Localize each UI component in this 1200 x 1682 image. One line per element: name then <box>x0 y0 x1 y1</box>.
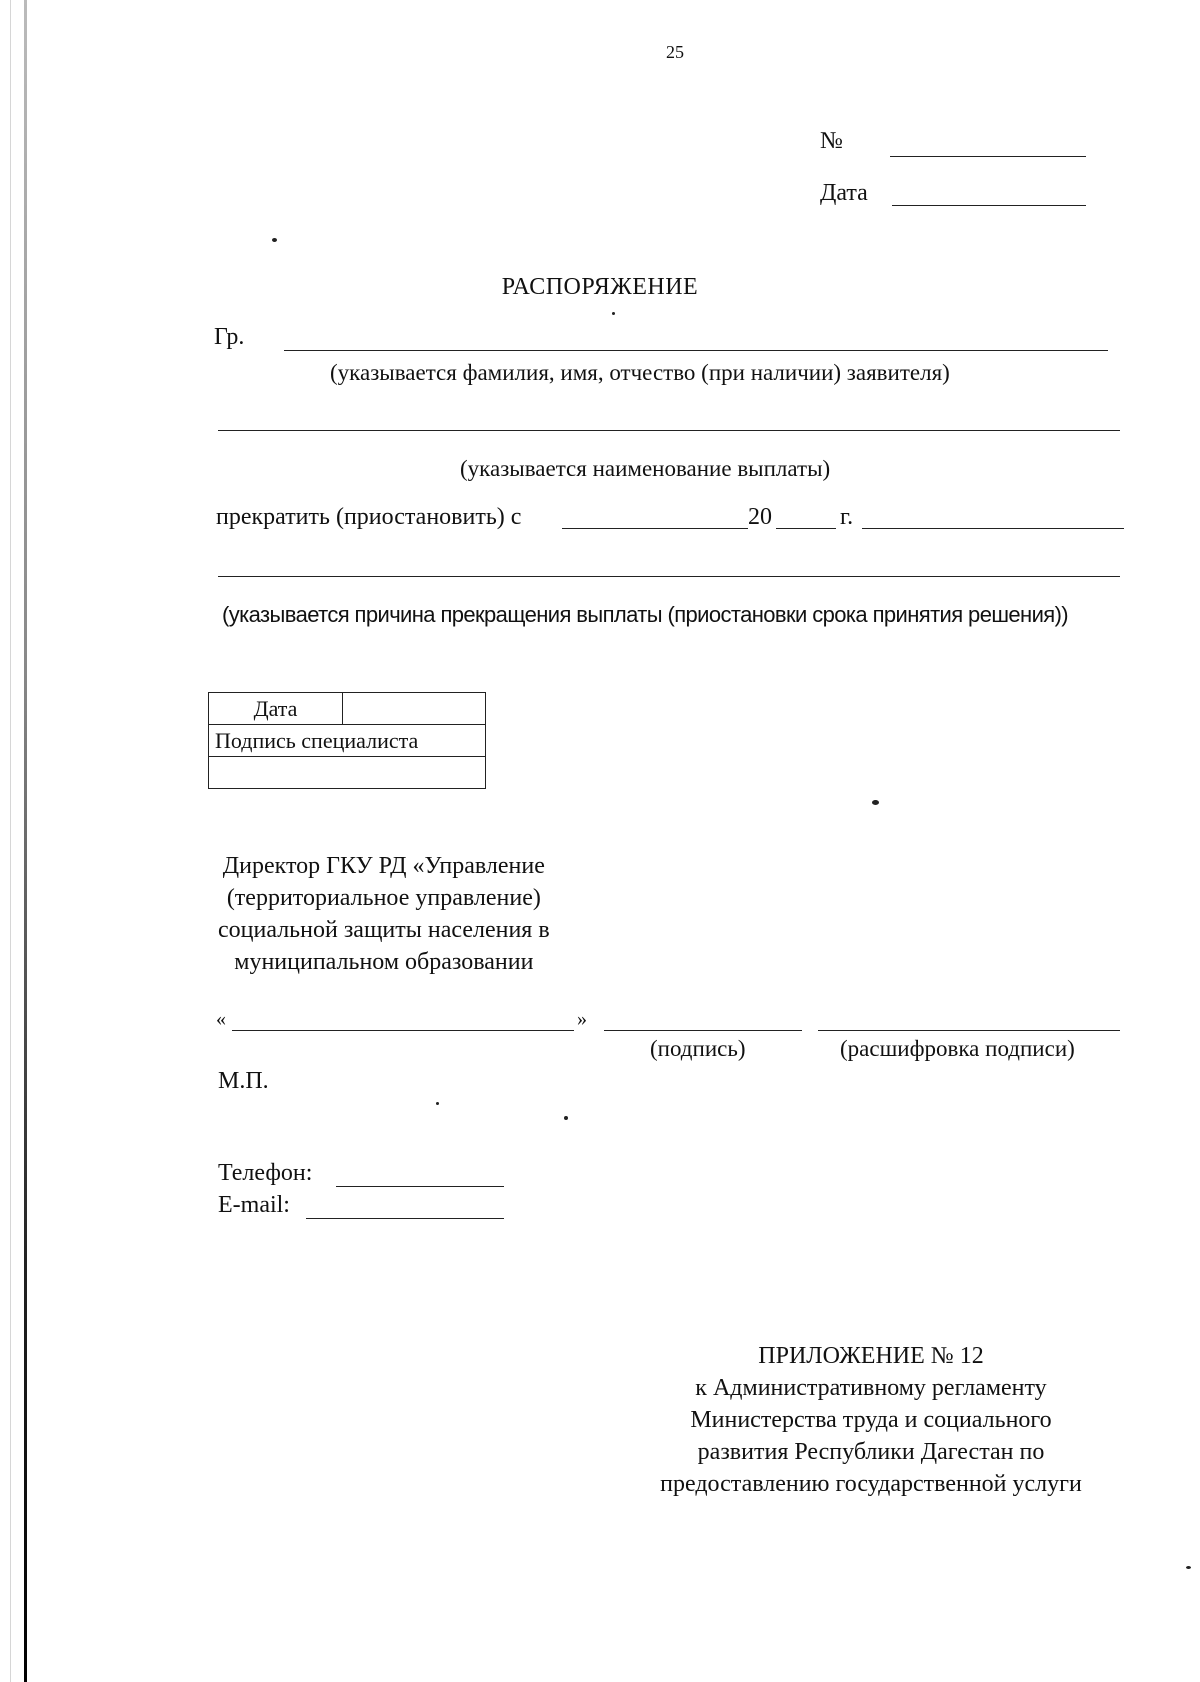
document-number-field[interactable] <box>890 156 1086 157</box>
stop-extra-field[interactable] <box>862 528 1124 529</box>
phone-field[interactable] <box>336 1186 504 1187</box>
scan-speck <box>1186 1566 1191 1569</box>
quote-close: » <box>577 1008 587 1030</box>
specialist-signature-value[interactable] <box>209 757 486 789</box>
page-number: 25 <box>666 42 684 62</box>
phone-label: Телефон: <box>218 1160 313 1186</box>
appendix-line: к Административному регламенту <box>695 1375 1047 1401</box>
director-line: (территориальное управление) <box>226 885 541 911</box>
payment-name-hint: (указывается наименование выплаты) <box>460 456 831 481</box>
citizen-name-field[interactable] <box>284 350 1108 351</box>
stamp-place-label: М.П. <box>218 1068 269 1094</box>
citizen-name-hint: (указывается фамилия, имя, отчество (при наличии) заявителя) <box>330 360 950 385</box>
director-title <box>218 850 550 978</box>
document-title: РАСПОРЯЖЕНИЕ <box>501 274 699 300</box>
specialist-signature-label: Подпись специалиста <box>209 725 486 757</box>
appendix-line: предоставлению государственной услуги <box>660 1471 1082 1497</box>
signature-decode-field[interactable] <box>818 1030 1120 1031</box>
date-cell-label: Дата <box>209 693 343 725</box>
director-line: социальной защиты населения в <box>218 917 550 943</box>
email-field[interactable] <box>306 1218 504 1219</box>
table-row <box>209 725 486 757</box>
appendix-block <box>636 1340 1106 1500</box>
stop-date-field[interactable] <box>562 528 748 529</box>
citizen-label: Гр. <box>214 324 245 350</box>
scan-speck <box>872 800 879 805</box>
reason-hint: (указывается причина прекращения выплаты (приостановки срока принятия решения)) <box>222 602 1069 627</box>
signature-hint: (подпись) <box>650 1036 746 1061</box>
scan-speck <box>612 312 615 315</box>
year-prefix: 20 <box>748 504 772 530</box>
director-line: муниципальном образовании <box>234 949 534 975</box>
table-row <box>209 757 486 789</box>
date-cell-value[interactable] <box>343 693 486 725</box>
email-label: E-mail: <box>218 1192 290 1218</box>
payment-name-field[interactable] <box>218 430 1120 431</box>
appendix-title: ПРИЛОЖЕНИЕ № 12 <box>758 1343 984 1369</box>
specialist-table <box>208 692 486 789</box>
signature-decode-hint: (расшифровка подписи) <box>840 1036 1075 1061</box>
stop-text: прекратить (приостановить) с <box>216 504 522 530</box>
document-date-field[interactable] <box>892 205 1086 206</box>
appendix-line: Министерства труда и социального <box>690 1407 1052 1433</box>
document-number-label: № <box>820 128 843 154</box>
scan-margin-edge <box>10 0 11 1682</box>
quote-open: « <box>216 1008 226 1030</box>
table-row <box>209 693 486 725</box>
reason-field[interactable] <box>218 576 1120 577</box>
year-field[interactable] <box>776 528 836 529</box>
scan-speck <box>272 238 277 242</box>
year-suffix: г. <box>840 504 854 530</box>
document-date-label: Дата <box>820 180 868 206</box>
appendix-line: развития Республики Дагестан по <box>697 1439 1045 1465</box>
scan-speck <box>436 1102 439 1105</box>
director-line: Директор ГКУ РД «Управление <box>222 853 545 879</box>
scan-margin-rule <box>24 0 27 1682</box>
scan-speck <box>564 1116 568 1120</box>
municipality-field[interactable] <box>232 1030 574 1031</box>
signature-field[interactable] <box>604 1030 802 1031</box>
